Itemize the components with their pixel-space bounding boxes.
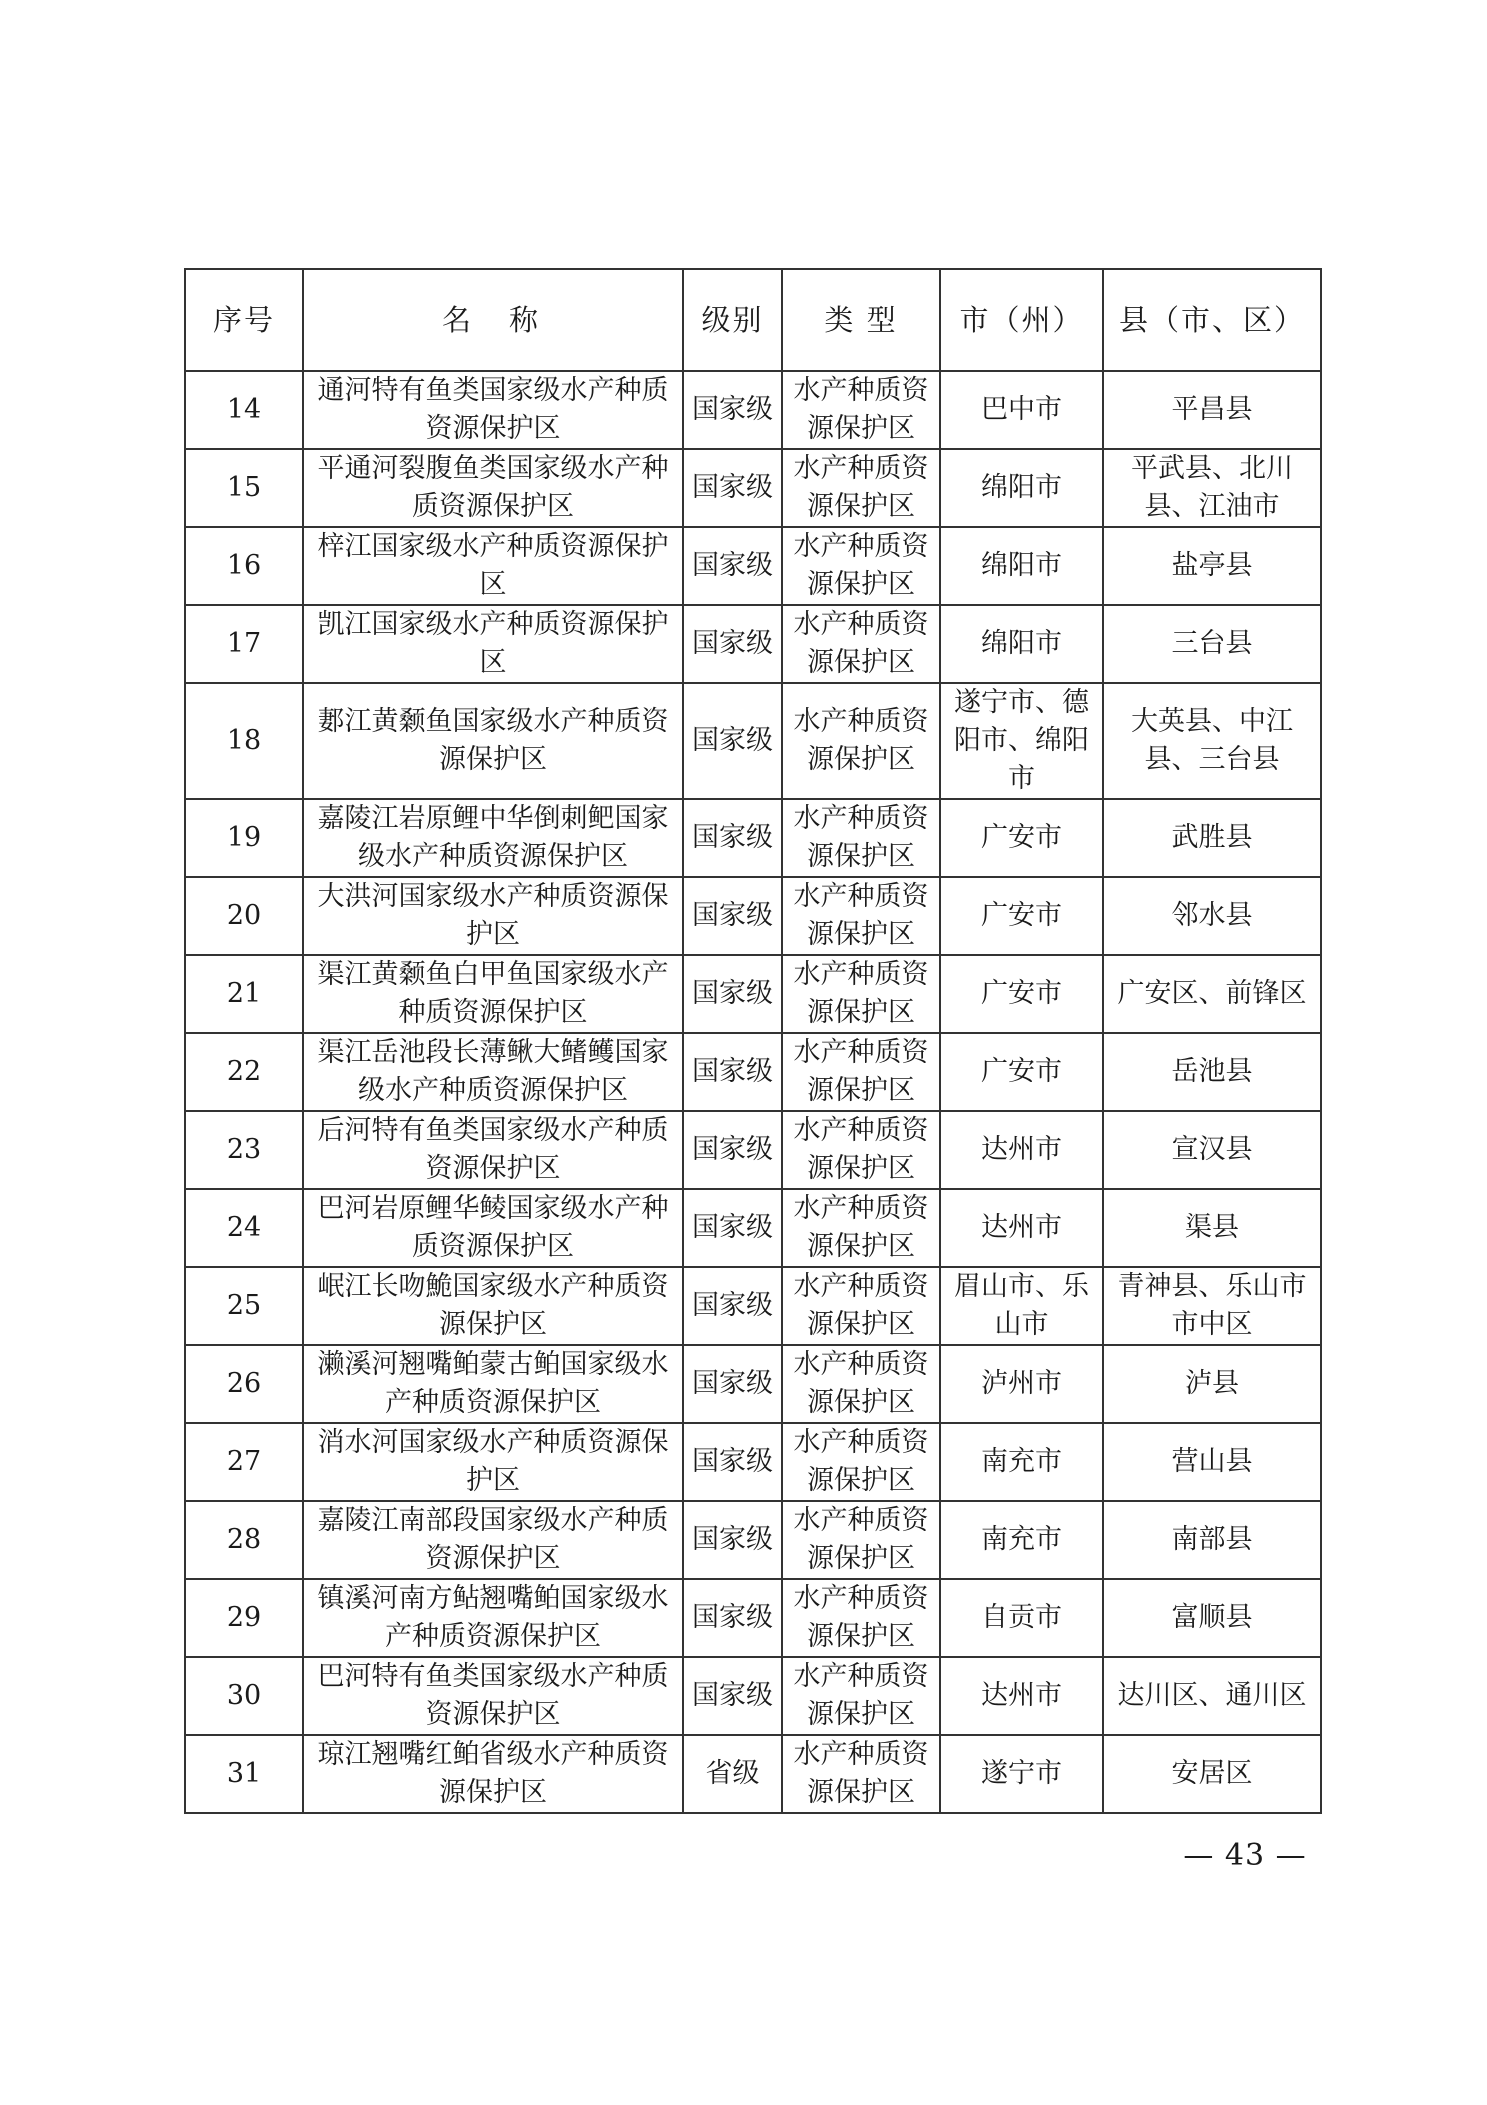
- header-serial-number: 序号: [185, 269, 303, 371]
- cell-level: 国家级: [683, 1657, 782, 1735]
- table-row: [185, 683, 1321, 799]
- cell-city: 眉山市、乐山市: [940, 1267, 1103, 1345]
- header-level: 级别: [683, 269, 782, 371]
- header-row: [185, 269, 1321, 371]
- table-body: [185, 371, 1321, 1813]
- cell-county: 三台县: [1103, 605, 1321, 683]
- cell-type: 水产种质资源保护区: [782, 683, 940, 799]
- cell-level: 国家级: [683, 799, 782, 877]
- cell-city: 绵阳市: [940, 449, 1103, 527]
- cell-level: 国家级: [683, 955, 782, 1033]
- cell-serial-number: 20: [185, 877, 303, 955]
- cell-name: 巴河特有鱼类国家级水产种质资源保护区: [303, 1657, 683, 1735]
- cell-city: 南充市: [940, 1423, 1103, 1501]
- cell-name: 后河特有鱼类国家级水产种质资源保护区: [303, 1111, 683, 1189]
- cell-serial-number: 21: [185, 955, 303, 1033]
- cell-serial-number: 14: [185, 371, 303, 449]
- header-city: 市（州）: [940, 269, 1103, 371]
- cell-name: 凯江国家级水产种质资源保护区: [303, 605, 683, 683]
- header-type: 类 型: [782, 269, 940, 371]
- cell-county: 宣汉县: [1103, 1111, 1321, 1189]
- cell-name: 大洪河国家级水产种质资源保护区: [303, 877, 683, 955]
- table-row: [185, 1579, 1321, 1657]
- cell-county: 平武县、北川县、江油市: [1103, 449, 1321, 527]
- table-row: [185, 877, 1321, 955]
- cell-name: 平通河裂腹鱼类国家级水产种质资源保护区: [303, 449, 683, 527]
- table-row: [185, 449, 1321, 527]
- cell-level: 国家级: [683, 1033, 782, 1111]
- cell-name: 镇溪河南方鲇翘嘴鲌国家级水产种质资源保护区: [303, 1579, 683, 1657]
- cell-level: 国家级: [683, 1111, 782, 1189]
- table-row: [185, 605, 1321, 683]
- cell-serial-number: 16: [185, 527, 303, 605]
- table-row: [185, 527, 1321, 605]
- cell-city: 达州市: [940, 1189, 1103, 1267]
- table-row: [185, 1657, 1321, 1735]
- cell-city: 自贡市: [940, 1579, 1103, 1657]
- cell-city: 遂宁市: [940, 1735, 1103, 1813]
- cell-name: 渠江岳池段长薄鳅大鳍鳠国家级水产种质资源保护区: [303, 1033, 683, 1111]
- cell-type: 水产种质资源保护区: [782, 449, 940, 527]
- cell-serial-number: 19: [185, 799, 303, 877]
- table-header: [185, 269, 1321, 371]
- cell-type: 水产种质资源保护区: [782, 877, 940, 955]
- cell-type: 水产种质资源保护区: [782, 1423, 940, 1501]
- header-name: 名称: [303, 269, 683, 371]
- cell-name: 岷江长吻鮠国家级水产种质资源保护区: [303, 1267, 683, 1345]
- cell-level: 国家级: [683, 1189, 782, 1267]
- cell-serial-number: 31: [185, 1735, 303, 1813]
- table-row: [185, 1501, 1321, 1579]
- cell-type: 水产种质资源保护区: [782, 799, 940, 877]
- table-row: [185, 1189, 1321, 1267]
- cell-level: 国家级: [683, 1345, 782, 1423]
- cell-city: 泸州市: [940, 1345, 1103, 1423]
- cell-type: 水产种质资源保护区: [782, 1501, 940, 1579]
- cell-county: 武胜县: [1103, 799, 1321, 877]
- cell-serial-number: 18: [185, 683, 303, 799]
- cell-serial-number: 27: [185, 1423, 303, 1501]
- cell-city: 达州市: [940, 1111, 1103, 1189]
- cell-name: 通河特有鱼类国家级水产种质资源保护区: [303, 371, 683, 449]
- header-county: 县（市、区）: [1103, 269, 1321, 371]
- page-number: — 43 —: [1183, 1838, 1307, 1873]
- cell-city: 巴中市: [940, 371, 1103, 449]
- cell-level: 国家级: [683, 449, 782, 527]
- cell-serial-number: 22: [185, 1033, 303, 1111]
- cell-level: 国家级: [683, 1579, 782, 1657]
- cell-name: 渠江黄颡鱼白甲鱼国家级水产种质资源保护区: [303, 955, 683, 1033]
- table-row: [185, 1111, 1321, 1189]
- cell-type: 水产种质资源保护区: [782, 1345, 940, 1423]
- cell-serial-number: 26: [185, 1345, 303, 1423]
- cell-city: 广安市: [940, 877, 1103, 955]
- cell-county: 富顺县: [1103, 1579, 1321, 1657]
- cell-name: 郪江黄颡鱼国家级水产种质资源保护区: [303, 683, 683, 799]
- cell-level: 国家级: [683, 1267, 782, 1345]
- cell-city: 广安市: [940, 799, 1103, 877]
- cell-city: 绵阳市: [940, 527, 1103, 605]
- cell-serial-number: 28: [185, 1501, 303, 1579]
- table-row: [185, 1345, 1321, 1423]
- cell-level: 国家级: [683, 527, 782, 605]
- table-row: [185, 1267, 1321, 1345]
- table-row: [185, 1735, 1321, 1813]
- cell-type: 水产种质资源保护区: [782, 1033, 940, 1111]
- cell-level: 国家级: [683, 1501, 782, 1579]
- cell-type: 水产种质资源保护区: [782, 371, 940, 449]
- table-row: [185, 371, 1321, 449]
- cell-serial-number: 29: [185, 1579, 303, 1657]
- cell-serial-number: 25: [185, 1267, 303, 1345]
- table-row: [185, 799, 1321, 877]
- cell-county: 渠县: [1103, 1189, 1321, 1267]
- cell-type: 水产种质资源保护区: [782, 605, 940, 683]
- cell-county: 盐亭县: [1103, 527, 1321, 605]
- cell-type: 水产种质资源保护区: [782, 955, 940, 1033]
- cell-name: 濑溪河翘嘴鲌蒙古鲌国家级水产种质资源保护区: [303, 1345, 683, 1423]
- cell-county: 达川区、通川区: [1103, 1657, 1321, 1735]
- cell-city: 广安市: [940, 1033, 1103, 1111]
- cell-serial-number: 30: [185, 1657, 303, 1735]
- cell-type: 水产种质资源保护区: [782, 1735, 940, 1813]
- cell-county: 平昌县: [1103, 371, 1321, 449]
- cell-city: 达州市: [940, 1657, 1103, 1735]
- cell-name: 消水河国家级水产种质资源保护区: [303, 1423, 683, 1501]
- cell-county: 泸县: [1103, 1345, 1321, 1423]
- cell-name: 嘉陵江南部段国家级水产种质资源保护区: [303, 1501, 683, 1579]
- cell-serial-number: 15: [185, 449, 303, 527]
- table-row: [185, 955, 1321, 1033]
- cell-serial-number: 17: [185, 605, 303, 683]
- cell-county: 南部县: [1103, 1501, 1321, 1579]
- cell-county: 青神县、乐山市市中区: [1103, 1267, 1321, 1345]
- cell-type: 水产种质资源保护区: [782, 1657, 940, 1735]
- cell-serial-number: 23: [185, 1111, 303, 1189]
- cell-type: 水产种质资源保护区: [782, 1189, 940, 1267]
- cell-county: 营山县: [1103, 1423, 1321, 1501]
- cell-type: 水产种质资源保护区: [782, 1111, 940, 1189]
- cell-county: 广安区、前锋区: [1103, 955, 1321, 1033]
- cell-level: 省级: [683, 1735, 782, 1813]
- cell-serial-number: 24: [185, 1189, 303, 1267]
- cell-county: 大英县、中江县、三台县: [1103, 683, 1321, 799]
- protected-area-table: [184, 268, 1322, 1814]
- cell-county: 邻水县: [1103, 877, 1321, 955]
- cell-level: 国家级: [683, 605, 782, 683]
- cell-type: 水产种质资源保护区: [782, 1579, 940, 1657]
- cell-level: 国家级: [683, 877, 782, 955]
- cell-type: 水产种质资源保护区: [782, 1267, 940, 1345]
- cell-name: 嘉陵江岩原鲤中华倒刺鲃国家级水产种质资源保护区: [303, 799, 683, 877]
- cell-county: 岳池县: [1103, 1033, 1321, 1111]
- cell-type: 水产种质资源保护区: [782, 527, 940, 605]
- cell-level: 国家级: [683, 371, 782, 449]
- table-row: [185, 1423, 1321, 1501]
- cell-city: 绵阳市: [940, 605, 1103, 683]
- cell-city: 遂宁市、德阳市、绵阳市: [940, 683, 1103, 799]
- cell-level: 国家级: [683, 1423, 782, 1501]
- cell-city: 广安市: [940, 955, 1103, 1033]
- cell-name: 琼江翘嘴红鲌省级水产种质资源保护区: [303, 1735, 683, 1813]
- cell-level: 国家级: [683, 683, 782, 799]
- cell-city: 南充市: [940, 1501, 1103, 1579]
- table-row: [185, 1033, 1321, 1111]
- cell-name: 巴河岩原鲤华鲮国家级水产种质资源保护区: [303, 1189, 683, 1267]
- cell-county: 安居区: [1103, 1735, 1321, 1813]
- cell-name: 梓江国家级水产种质资源保护区: [303, 527, 683, 605]
